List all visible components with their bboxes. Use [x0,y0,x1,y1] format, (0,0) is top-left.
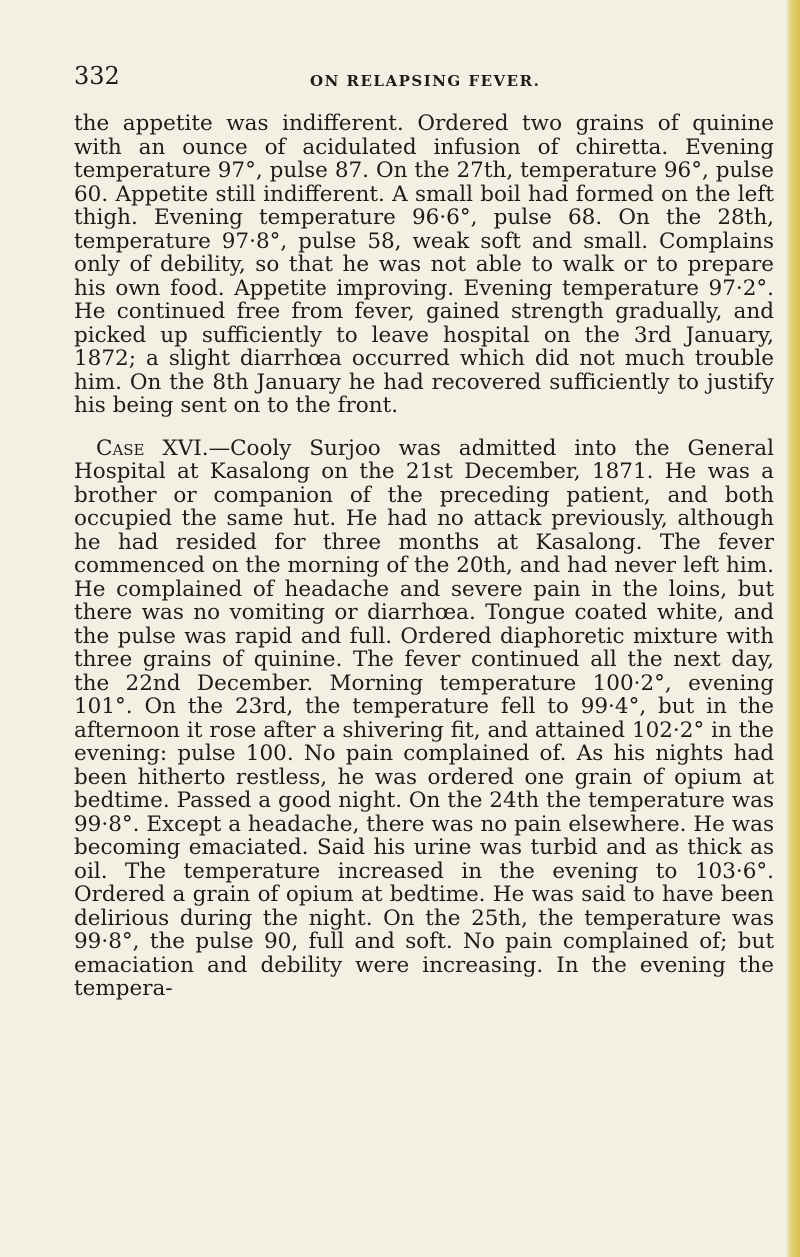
running-header: ON RELAPSING FEVER. [310,72,541,90]
page-edge [786,0,800,1257]
page-number: 332 [74,62,120,90]
case-text: —Cooly Surjoo was admitted into the General Hospital at Kasalong on the 21st December, 1871. He was a brother or companion of the preceding patient, and both occupied the same hut. He had no attack previously, although he had resided for three months at Kasalong. The fever commenced on the morning of the 20th, and had never left him. He complained of headache and severe pain in the loins, but there was no vomiting or diarrhœa. Tongue coated white, and the pulse was rapid and full. Ordered diaphoretic mixture with three grains of quinine. The fever continued all the next day, the 22nd December. Morning temperature 100·2°, evening 101°. On the 23rd, the temperature fell to 99·4°, but in the afternoon it rose after a shivering fit, and attained 102·2° in the evening: pulse 100. No pain complained of. As his nights had been hitherto restless, he was ordered one grain of opium at bedtime. Passed a good night. On the 24th the temperature was 99·8°. Except a headache, there was no pain elsewhere. He was becoming emaciated. Said his urine was turbid and as thick as oil. The temperature increased in the evening to 103·6°. Ordered a grain of opium at bedtime. He was said to have been delirious during the night. On the 25th, the temperature was 99·8°, the pulse 90, full and soft. No pain complained of; but emaciation and debility were increasing. In the evening the tempera- [74,435,774,1001]
case-label: Case XVI. [96,435,209,461]
body-text [74,112,774,1001]
paragraph-case-xvi [74,437,774,1001]
paragraph-continuation: the appetite was indifferent. Ordered two grains of quinine with an ounce of acidulated infusion of chiretta. Evening temperature 97°, pulse 87. On the 27th, temperature 96°, pulse 60. Appetite still indifferent. A small boil had formed on the left thigh. Evening temperature 96·6°, pulse 68. On the 28th, temperature 97·8°, pulse 58, weak soft and small. Complains only of debility, so that he was not able to walk or to prepare his own food. Appetite improving. Evening temperature 97·2°. He continued free from fever, gained strength gradually, and picked up sufficiently to leave hospital on the 3rd January, 1872; a slight diarrhœa occurred which did not much trouble him. On the 8th January he had recovered sufficiently to justify his being sent on to the front. [74,111,774,418]
